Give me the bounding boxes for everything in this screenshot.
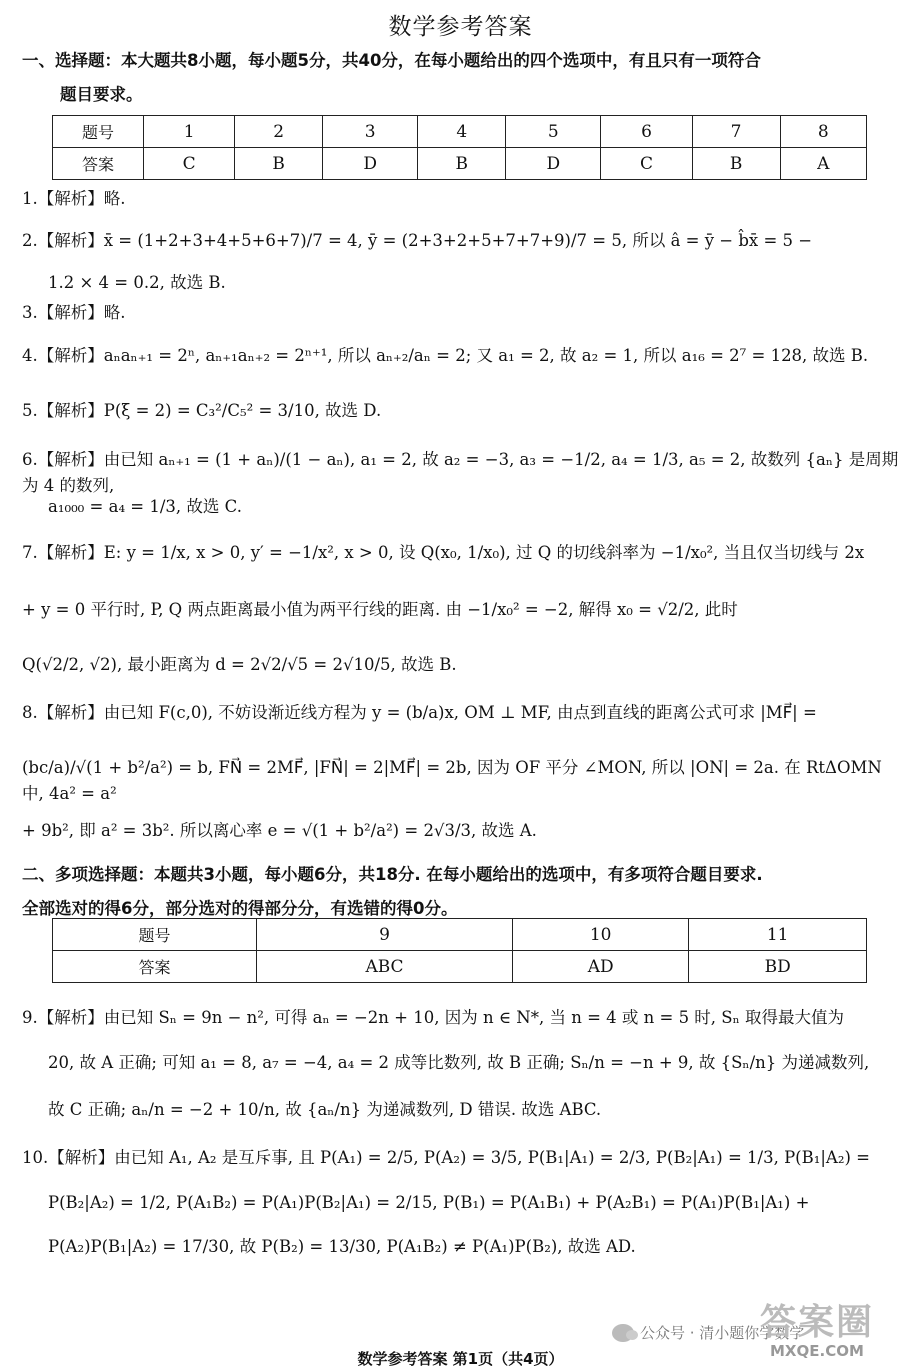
solution-10-line-1: 10.【解析】由已知 A₁, A₂ 是互斥事, 且 P(A₁) = 2/5, P(A₂) = 3/5, P(B₁|A₁) = 2/3, P(B₂|A₁) = 1/3, P(B₁|A₂) = — [22, 1148, 870, 1167]
table-cell: 1 — [144, 116, 235, 148]
solution-1: 1.【解析】略. — [22, 189, 126, 208]
table-row-answers — [53, 148, 867, 180]
solution-4: 4.【解析】aₙaₙ₊₁ = 2ⁿ, aₙ₊₁aₙ₊₂ = 2ⁿ⁺¹, 所以 aₙ₊₂/aₙ = 2; 又 a₁ = 2, 故 a₂ = 1, 所以 a₁₆ = 2⁷ = 128, 故选 B. — [22, 346, 869, 365]
page-footer: 数学参考答案 第1页（共4页） — [357, 1350, 564, 1368]
answer-table-1 — [52, 115, 867, 180]
solution-6-line-2: a₁₀₀₀ = a₄ = 1/3, 故选 C. — [48, 497, 242, 516]
page-title: 数学参考答案 — [388, 14, 533, 40]
table-cell: 4 — [418, 116, 506, 148]
table-cell: D — [506, 148, 601, 180]
section-2-heading — [22, 858, 902, 926]
solution-6-line-1: 6.【解析】由已知 aₙ₊₁ = (1 + aₙ)/(1 − aₙ), a₁ = 2, 故 a₂ = −3, a₃ = −1/2, a₄ = 1/3, a₅ = 2, 故数列 {aₙ} 是周期为 4 的数列, — [22, 450, 899, 495]
table-head-question: 题号 — [53, 116, 144, 148]
table-cell: 3 — [323, 116, 418, 148]
watermark-account-text: 公众号 · 清小题你学数学 — [640, 1324, 805, 1342]
table-cell: 11 — [689, 919, 867, 951]
solution-10-line-3: P(A₂)P(B₁|A₂) = 17/30, 故 P(B₂) = 13/30, P(A₁B₂) ≠ P(A₁)P(B₂), 故选 AD. — [48, 1237, 636, 1256]
section-1-heading — [22, 44, 902, 112]
solution-3: 3.【解析】略. — [22, 303, 126, 322]
watermark-stamp-text: 答案圈 — [760, 1302, 875, 1343]
solution-7-line-1: 7.【解析】E: y = 1/x, x > 0, y′ = −1/x², x > 0, 设 Q(x₀, 1/x₀), 过 Q 的切线斜率为 −1/x₀², 当且仅当切线与 2x — [22, 543, 865, 562]
table-cell: C — [601, 148, 692, 180]
table-head-answer: 答案 — [53, 951, 257, 983]
solution-2-line-1: 2.【解析】x̄ = (1+2+3+4+5+6+7)/7 = 4, ȳ = (2+3+2+5+7+7+9)/7 = 5, 所以 â = ȳ − b̂x̄ = 5 − — [22, 231, 813, 250]
solution-8-line-2: (bc/a)/√(1 + b²/a²) = b, FN⃗ = 2MF⃗, |FN⃗| = 2|MF⃗| = 2b, 因为 OF 平分 ∠MON, 所以 |ON| = 2a. 在 RtΔOMN 中, 4a² = a² — [22, 758, 882, 803]
table-cell: 2 — [235, 116, 323, 148]
solution-7-line-2: + y = 0 平行时, P, Q 两点距离最小值为两平行线的距离. 由 −1/x₀² = −2, 解得 x₀ = √2/2, 此时 — [22, 600, 738, 619]
table-cell: 6 — [601, 116, 692, 148]
table-cell: AD — [513, 951, 689, 983]
wechat-icon — [612, 1324, 634, 1342]
table-head-answer: 答案 — [53, 148, 144, 180]
table-cell: B — [692, 148, 780, 180]
table-cell: 9 — [257, 919, 513, 951]
answer-table-2 — [52, 918, 867, 983]
solution-8-line-3: + 9b², 即 a² = 3b². 所以离心率 e = √(1 + b²/a²) = 2√3/3, 故选 A. — [22, 821, 537, 840]
table-cell: C — [144, 148, 235, 180]
table-row-questions — [53, 919, 867, 951]
table-cell: B — [235, 148, 323, 180]
section-1-line-1: 一、选择题：本大题共8小题，每小题5分，共40分，在每小题给出的四个选项中，有且只有一项符合 — [22, 51, 761, 70]
section-1-line-2: 题目要求。 — [60, 85, 143, 104]
table-head-question: 题号 — [53, 919, 257, 951]
table-row-answers — [53, 951, 867, 983]
table-cell: ABC — [257, 951, 513, 983]
table-cell: BD — [689, 951, 867, 983]
table-cell: A — [780, 148, 867, 180]
section-2-line-1: 二、多项选择题：本题共3小题，每小题6分，共18分. 在每小题给出的选项中，有多项符合题目要求. — [22, 865, 763, 884]
solution-9-line-2: 20, 故 A 正确; 可知 a₁ = 8, a₇ = −4, a₄ = 2 成等比数列, 故 B 正确; Sₙ/n = −n + 9, 故 {Sₙ/n} 为递减数列, — [48, 1053, 870, 1072]
table-cell: D — [323, 148, 418, 180]
solution-2-line-2: 1.2 × 4 = 0.2, 故选 B. — [48, 273, 226, 292]
solution-8-line-1: 8.【解析】由已知 F(c,0), 不妨设渐近线方程为 y = (b/a)x, OM ⊥ MF, 由点到直线的距离公式可求 |MF⃗| = — [22, 703, 817, 722]
section-2-line-2: 全部选对的得6分，部分选对的得部分分，有选错的得0分。 — [22, 899, 458, 918]
watermark-site: MXQE.COM — [770, 1342, 864, 1360]
table-cell: 10 — [513, 919, 689, 951]
solution-5: 5.【解析】P(ξ = 2) = C₃²/C₅² = 3/10, 故选 D. — [22, 401, 382, 420]
table-row-questions — [53, 116, 867, 148]
solution-7-line-3: Q(√2/2, √2), 最小距离为 d = 2√2/√5 = 2√10/5, 故选 B. — [22, 655, 457, 674]
table-cell: 8 — [780, 116, 867, 148]
table-cell: 7 — [692, 116, 780, 148]
solution-9-line-1: 9.【解析】由已知 Sₙ = 9n − n², 可得 aₙ = −2n + 10, 因为 n ∈ N*, 当 n = 4 或 n = 5 时, Sₙ 取得最大值为 — [22, 1008, 844, 1027]
solution-10-line-2: P(B₂|A₂) = 1/2, P(A₁B₂) = P(A₁)P(B₂|A₁) = 2/15, P(B₁) = P(A₁B₁) + P(A₂B₁) = P(A₁)P(B₁|A₁) + — [48, 1193, 810, 1212]
table-cell: B — [418, 148, 506, 180]
solution-9-line-3: 故 C 正确; aₙ/n = −2 + 10/n, 故 {aₙ/n} 为递减数列, D 错误. 故选 ABC. — [48, 1100, 602, 1119]
table-cell: 5 — [506, 116, 601, 148]
